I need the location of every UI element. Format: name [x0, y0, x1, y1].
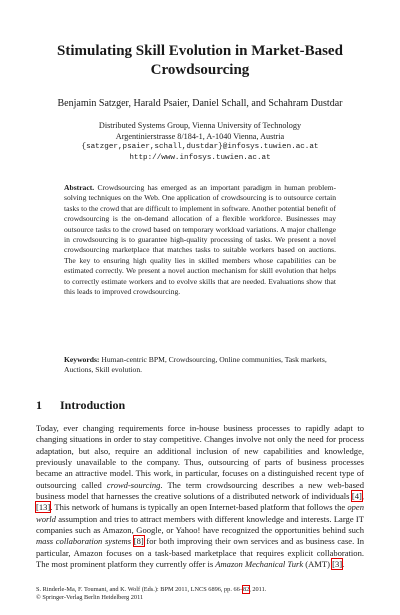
footer-citation-text: S. Rinderle-Ma, F. Toumani, and K. Wolf (Eds.): BPM 2011, LNCS 6896, pp. 66– [36, 586, 243, 593]
abstract-label: Abstract. [64, 183, 95, 192]
section-title: Introduction [60, 398, 126, 412]
introduction-body [36, 423, 364, 570]
keywords-text: Human-centric BPM, Crowdsourcing, Online communities, Task markets, Auctions, Skill evolution. [64, 355, 327, 375]
citation-link-8[interactable]: [8] [133, 536, 144, 547]
body-emphasis: Amazon Mechanical Turk [215, 559, 304, 570]
page-footer [36, 586, 364, 602]
keywords-label: Keywords: [64, 355, 100, 364]
body-emphasis: crowd-sourcing [106, 479, 161, 490]
section-heading [36, 398, 125, 412]
keywords [64, 355, 336, 376]
abstract-text: Crowdsourcing has emerged as an important paradigm in human problem-solving techniques on the Web. One application of crowdsourcing is to outsource certain tasks to the crowd that are difficult to implement in software. Another potential benefit of crowdsourcing is the on-demand allocation of a flexible workforce. Businesses may outsource tasks to the crowd based on temporary workload variations. A major challenge in crowdsourcing is to guarantee high-quality processing of tasks. We present a novel crowdsourcing marketplace that matches tasks to suitable workers based on auctions. The key to ensuring high quality lies in skilled members whose capabilities can be estimated correctly. We present a novel auction mechanism for skill evolution that helps to correctly estimate workers and to evolve skills that are needed. Evaluations show that this leads to improved crowdsourcing. [64, 183, 336, 297]
abstract [64, 183, 336, 297]
section-number: 1 [36, 398, 42, 412]
affiliation-email: {satzger,psaier,schall,dustdar}@infosys.tuwien.ac.at [81, 143, 319, 152]
affiliation-address: Argentinierstrasse 8/184-1, A-1040 Vienna, Austria [115, 131, 285, 141]
paper-title: Stimulating Skill Evolution in Market-Based Crowdsourcing [57, 43, 343, 78]
body-text: assumption and tries to attract members with different knowledge and interests. Large IT companies such as Amazon, Google, or Yahoo! have recognized the opportunities behind such [36, 513, 364, 536]
body-text: for both improving their own services and as business case. In particular, Amazon focuses on a task-based marketplace that requires explicit collaboration. The most prominent platform they currently offer is [36, 536, 364, 570]
body-text: . The term crowdsourcing describes a new web-based business model that harnesses the creative solutions of a distributed network of individuals [36, 479, 364, 502]
citation-link-4[interactable]: [4] [351, 491, 362, 502]
footer-citation-text: , 2011. [249, 586, 267, 593]
body-paragraph: Today, ever changing requirements force in-house business processes to rapidly adapt to changing situations in order to stay competitive. Changes involve not only the need for process adaptation, but also, require an additional inclusion of new capabilities and knowledge, previously unavailable to the company. Thus, outsourcing of parts of business processes became an attractive model. This work, in particular, focuses on a distinguished recent type of outsourcing called crowd-sourcing. The term crowdsourcing describes a new web-based business model that harnesses the creative solutions of a distributed network of individuals [4], [13]. This network of humans is typically an open Internet-based platform that follows the open world assumption and tries to attract members with different knowledge and interests. Large IT companies such as Amazon, Google, or Yahoo! have recognized the opportunities behind such mass collaboration systems [8] for both improving their own services and as business case. In particular, Amazon focuses on a task-based marketplace that requires explicit collaboration. The most prominent platform they currently offer is Amazon Mechanical Turk (AMT) [3]. [36, 423, 364, 570]
affiliation-group: Distributed Systems Group, Vienna University of Technology [98, 121, 302, 130]
citation-link-3[interactable]: [3] [332, 559, 343, 570]
affiliation-block [40, 121, 360, 163]
body-text: (AMT) [303, 559, 333, 570]
citation-link-13[interactable]: [13] [36, 502, 51, 513]
body-emphasis: mass collaboration systems [36, 536, 132, 547]
footer-copyright: © Springer-Verlag Berlin Heidelberg 2011 [36, 594, 144, 602]
affiliation-url: http://www.infosys.tuwien.ac.at [129, 153, 271, 162]
body-emphasis: open world [36, 502, 364, 524]
footer-page-link[interactable]: 82 [242, 586, 250, 593]
body-text: Today, ever changing requirements force in-house business processes to rapidly adapt to changing situations in order to stay competitive. Changes involve not only the need for process adaptation, but also, require an additional inclusion of new capabilities and knowledge, previously unavailable to the company. Thus, outsourcing of parts of business processes became an attractive model. This work, in particular, focuses on a distinguished recent type of outsourcing called [36, 423, 364, 490]
body-text: . This network of humans is typically an open Internet-based platform that follows the [50, 502, 348, 513]
footer-citation [36, 586, 364, 594]
author-list: Benjamin Satzger, Harald Psaier, Daniel Schall, and Schahram Dustdar [57, 98, 343, 109]
